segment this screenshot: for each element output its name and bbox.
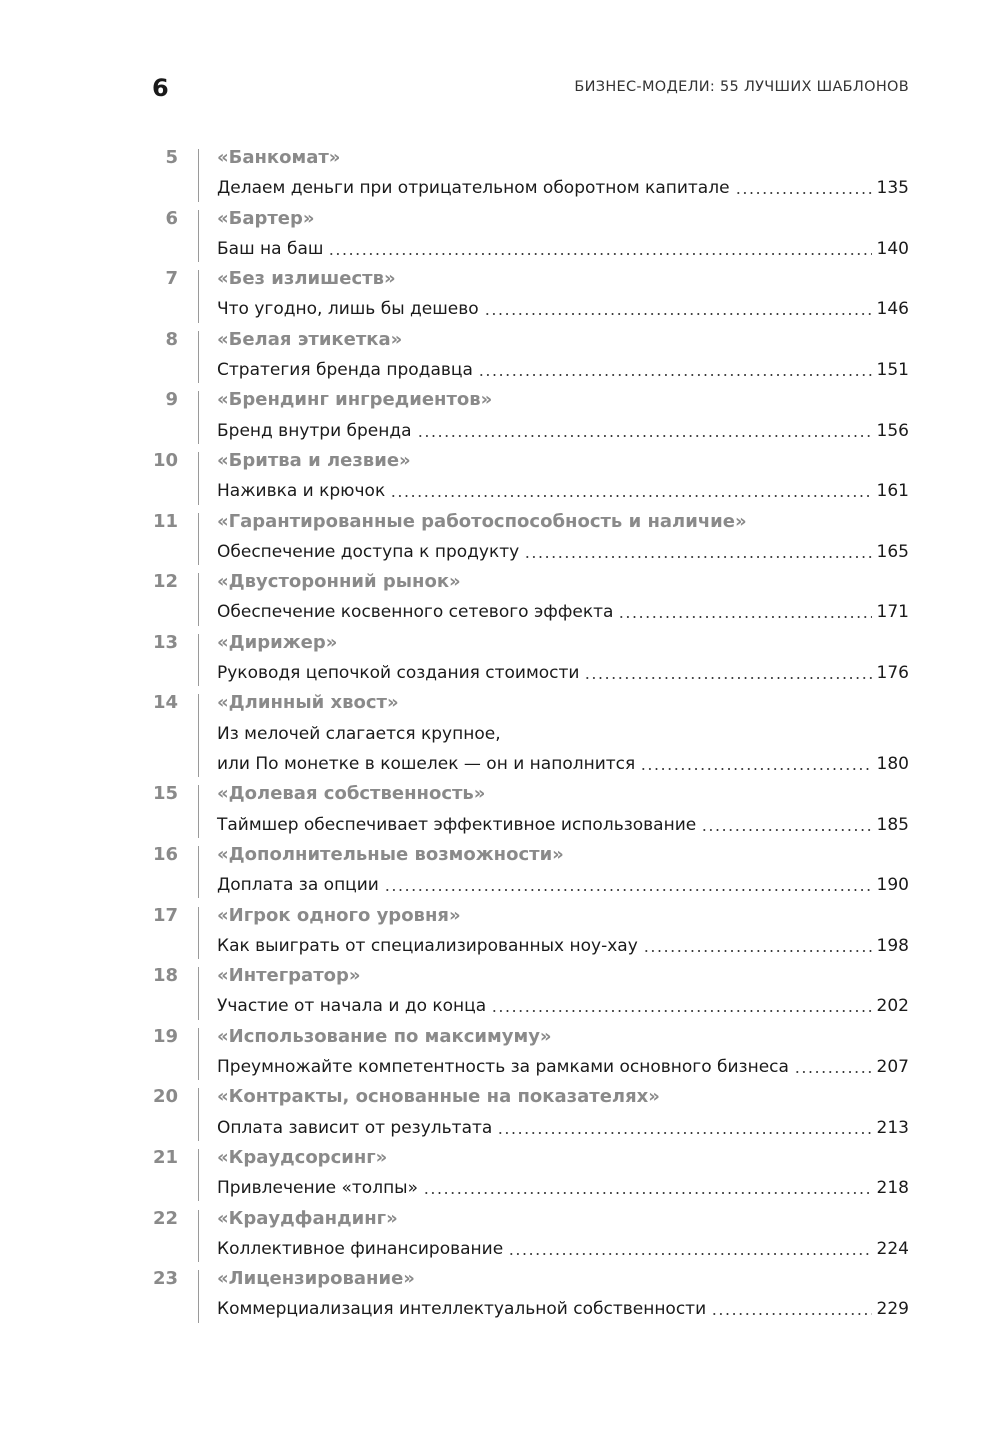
- pattern-title: «Долевая собственность»: [217, 783, 486, 805]
- chapter-number: 21: [152, 1146, 178, 1168]
- pattern-title: «Краудсорсинг»: [217, 1146, 388, 1168]
- pattern-title: «Двусторонний рынок»: [217, 571, 461, 593]
- chapter-number: 7: [165, 268, 178, 290]
- dot-leader: [618, 616, 871, 618]
- subtitle-with-page: [217, 1175, 909, 1199]
- page-ref: 135: [876, 178, 909, 199]
- page-ref: 213: [876, 1117, 909, 1138]
- subtitle-text: Оплата зависит от результата: [217, 1117, 493, 1138]
- vertical-divider: [198, 513, 199, 566]
- page-ref: 156: [876, 420, 909, 441]
- pattern-title: «Интегратор»: [217, 965, 361, 987]
- pattern-title: «Игрок одного уровня»: [217, 904, 461, 926]
- vertical-divider: [198, 634, 199, 687]
- dot-leader: [423, 1192, 872, 1194]
- subtitle-text: Как выиграть от специализированных ноу-хау: [217, 935, 638, 956]
- subtitle-with-page: [217, 1296, 909, 1320]
- subtitle-with-page: [217, 872, 909, 896]
- vertical-divider: [198, 391, 199, 444]
- subtitle-text: или По монетке в кошелек — он и наполнится: [217, 753, 636, 774]
- page-number: 6: [152, 74, 169, 102]
- vertical-divider: [198, 1270, 199, 1323]
- dot-leader: [417, 435, 872, 437]
- subtitle-text: Что угодно, лишь бы дешево: [217, 299, 479, 320]
- page-ref: 161: [876, 481, 909, 502]
- page-ref: 190: [876, 875, 909, 896]
- page-ref: 165: [876, 541, 909, 562]
- subtitle-text: Делаем деньги при отрицательном оборотном капитале: [217, 178, 730, 199]
- vertical-divider: [198, 785, 199, 838]
- page-ref: 140: [876, 238, 909, 259]
- chapter-number: 12: [152, 571, 178, 593]
- pattern-title: «Гарантированные работоспособность и наличие»: [217, 510, 747, 532]
- subtitle-text: Баш на баш: [217, 238, 324, 259]
- dot-leader: [497, 1132, 871, 1134]
- vertical-divider: [198, 452, 199, 505]
- pattern-title: «Белая этикетка»: [217, 328, 403, 350]
- chapter-number: 9: [165, 389, 178, 411]
- subtitle-text: Коллективное финансирование: [217, 1238, 504, 1259]
- chapter-number: 8: [165, 328, 178, 350]
- dot-leader: [524, 556, 871, 558]
- dot-leader: [478, 374, 872, 376]
- dot-leader: [484, 313, 872, 315]
- page-ref: 146: [876, 299, 909, 320]
- subtitle-with-page: [217, 478, 909, 502]
- subtitle-with-page: [217, 660, 909, 684]
- subtitle-with-page: [217, 1236, 909, 1260]
- subtitle-with-page: [217, 751, 909, 775]
- pattern-title: «Дополнительные возможности»: [217, 843, 564, 865]
- dot-leader: [711, 1313, 871, 1315]
- subtitle-text: Таймшер обеспечивает эффективное использование: [217, 814, 697, 835]
- chapter-number: 16: [152, 843, 178, 865]
- page-ref: 202: [876, 996, 909, 1017]
- subtitle-with-page: [217, 236, 909, 260]
- subtitle-text: Преумножайте компетентность за рамками основного бизнеса: [217, 1056, 789, 1077]
- pattern-title: «Контракты, основанные на показателях»: [217, 1086, 660, 1108]
- subtitle-text: Доплата за опции: [217, 875, 379, 896]
- chapter-number: 14: [152, 692, 178, 714]
- chapter-number: 11: [152, 510, 178, 532]
- vertical-divider: [198, 1149, 199, 1202]
- subtitle-with-page: [217, 1115, 909, 1139]
- pattern-title: «Банкомат»: [217, 147, 341, 168]
- vertical-divider: [198, 1028, 199, 1081]
- subtitle-text: Обеспечение косвенного сетевого эффекта: [217, 602, 614, 623]
- subtitle-text: Бренд внутри бренда: [217, 420, 412, 441]
- subtitle-text: Наживка и крючок: [217, 481, 386, 502]
- chapter-number: 18: [152, 965, 178, 987]
- dot-leader: [735, 192, 872, 194]
- page-ref: 176: [876, 663, 909, 684]
- vertical-divider: [198, 694, 199, 777]
- pattern-title: «Длинный хвост»: [217, 692, 399, 714]
- page-ref: 198: [876, 935, 909, 956]
- subtitle-text: Привлечение «толпы»: [217, 1178, 419, 1199]
- pattern-title: «Бартер»: [217, 207, 315, 229]
- dot-leader: [794, 1071, 872, 1073]
- dot-leader: [384, 889, 872, 891]
- subtitle-with-page: [217, 933, 909, 957]
- subtitle-text: Стратегия бренда продавца: [217, 360, 473, 381]
- subtitle-text: Руководя цепочкой создания стоимости: [217, 663, 580, 684]
- page-ref: 185: [876, 814, 909, 835]
- dot-leader: [701, 829, 871, 831]
- running-header: БИЗНЕС-МОДЕЛИ: 55 ЛУЧШИХ ШАБЛОНОВ: [574, 79, 909, 95]
- page-ref: 151: [876, 360, 909, 381]
- page-ref: 207: [876, 1056, 909, 1077]
- chapter-number: 23: [152, 1268, 178, 1290]
- pattern-title: «Дирижер»: [217, 631, 338, 653]
- chapter-number: 19: [152, 1025, 178, 1047]
- vertical-divider: [198, 1088, 199, 1141]
- dot-leader: [640, 768, 871, 770]
- chapter-number: 5: [165, 147, 178, 168]
- pattern-title: «Лицензирование»: [217, 1268, 415, 1290]
- vertical-divider: [198, 907, 199, 960]
- page-ref: 171: [876, 602, 909, 623]
- subtitle-line: Из мелочей слагается крупное,: [217, 723, 501, 744]
- chapter-number: 6: [165, 207, 178, 229]
- chapter-number: 20: [152, 1086, 178, 1108]
- pattern-title: «Без излишеств»: [217, 268, 396, 290]
- dot-leader: [328, 253, 871, 255]
- chapter-number: 17: [152, 904, 178, 926]
- vertical-divider: [198, 331, 199, 384]
- page-ref: 224: [876, 1238, 909, 1259]
- subtitle-text: Участие от начала и до конца: [217, 996, 487, 1017]
- subtitle-with-page: [217, 296, 909, 320]
- vertical-divider: [198, 270, 199, 323]
- dot-leader: [390, 495, 871, 497]
- page-ref: 229: [876, 1299, 909, 1320]
- vertical-divider: [198, 967, 199, 1020]
- chapter-number: 10: [152, 450, 178, 471]
- subtitle-with-page: [217, 599, 909, 623]
- subtitle-text: Коммерциализация интеллектуальной собственности: [217, 1299, 707, 1320]
- subtitle-with-page: [217, 418, 909, 442]
- subtitle-text: Обеспечение доступа к продукту: [217, 541, 520, 562]
- pattern-title: «Бритва и лезвие»: [217, 450, 411, 471]
- vertical-divider: [198, 846, 199, 899]
- pattern-title: «Краудфандинг»: [217, 1207, 398, 1229]
- subtitle-with-page: [217, 812, 909, 836]
- chapter-number: 13: [152, 631, 178, 653]
- page-ref: 218: [876, 1178, 909, 1199]
- chapter-number: 15: [152, 783, 178, 805]
- pattern-title: «Брендинг ингредиентов»: [217, 389, 493, 411]
- subtitle-with-page: [217, 357, 909, 381]
- dot-leader: [643, 950, 872, 952]
- vertical-divider: [198, 149, 199, 202]
- dot-leader: [491, 1010, 871, 1012]
- vertical-divider: [198, 573, 199, 626]
- subtitle-with-page: [217, 539, 909, 563]
- subtitle-with-page: [217, 993, 909, 1017]
- pattern-title: «Использование по максимуму»: [217, 1025, 552, 1047]
- page-ref: 180: [876, 753, 909, 774]
- dot-leader: [508, 1253, 871, 1255]
- vertical-divider: [198, 1210, 199, 1263]
- chapter-number: 22: [152, 1207, 178, 1229]
- subtitle-with-page: [217, 1054, 909, 1078]
- subtitle-with-page: [217, 175, 909, 199]
- vertical-divider: [198, 210, 199, 263]
- dot-leader: [584, 677, 871, 679]
